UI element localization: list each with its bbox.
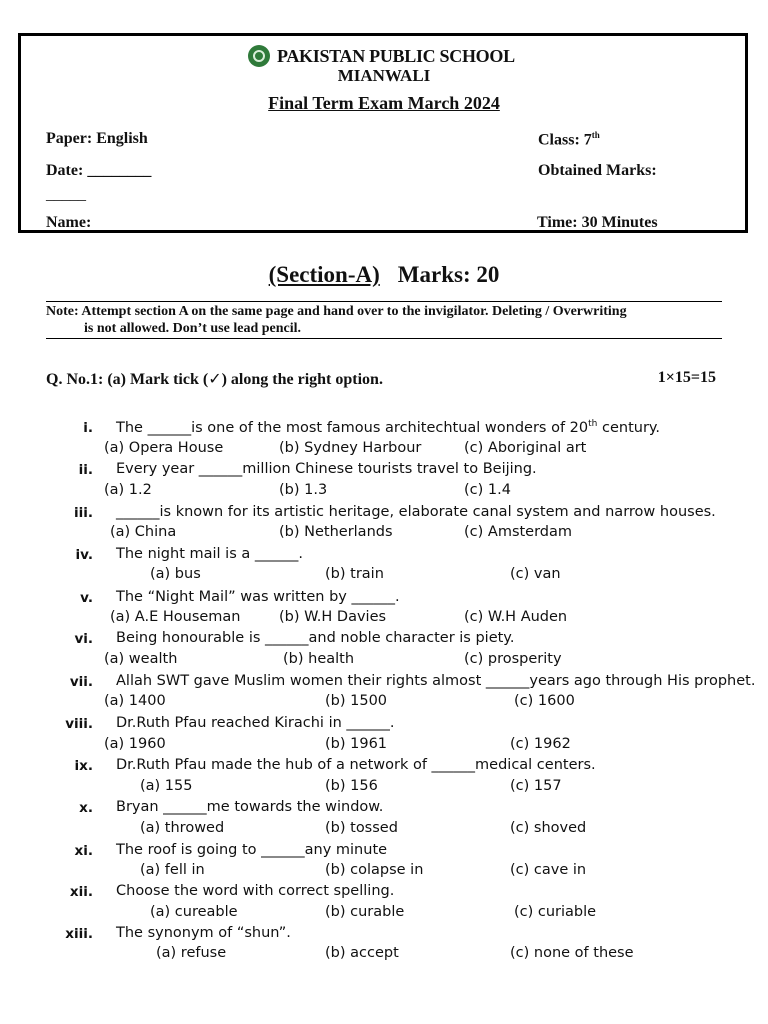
item-text: Every year ______million Chinese tourists travel to Beijing.	[116, 461, 537, 477]
option-b: (b) 1961	[325, 736, 388, 752]
option-b: (b) 156	[325, 778, 378, 794]
option-b: (b) Netherlands	[279, 524, 393, 540]
option-a: (a) Opera House	[104, 440, 224, 456]
option-b: (b) 1500	[325, 693, 388, 709]
paper-field: Paper: English	[46, 130, 148, 147]
item-text: Choose the word with correct spelling.	[116, 883, 395, 899]
obtained-marks-blank: _____	[46, 186, 86, 203]
school-logo-icon	[248, 45, 270, 67]
item-text: The “Night Mail” was written by ______.	[116, 589, 400, 605]
item-number: i.	[83, 420, 93, 436]
question-marks: 1×15=15	[657, 369, 716, 386]
option-b: (b) curable	[325, 904, 405, 920]
option-a: (a) 155	[140, 778, 193, 794]
item-number: iv.	[75, 547, 93, 563]
option-c: (c) Aboriginal art	[464, 440, 587, 456]
time-field: Time: 30 Minutes	[537, 214, 658, 231]
option-b: (b) tossed	[325, 820, 398, 836]
option-b: (b) health	[283, 651, 355, 667]
option-a: (a) China	[110, 524, 177, 540]
item-number: viii.	[65, 716, 93, 732]
item-text: Bryan ______me towards the window.	[116, 799, 384, 815]
item-number: xi.	[74, 843, 93, 859]
note-top-rule	[46, 301, 722, 302]
option-a: (a) 1960	[104, 736, 166, 752]
option-b: (b) Sydney Harbour	[279, 440, 422, 456]
item-number: xii.	[69, 884, 93, 900]
note: Note: Attempt section A on the same page and hand over to the invigilator. Deleting / Overwriting is not allowed. Don’t use lead pencil.	[46, 304, 627, 336]
school-city: MIANWALI	[337, 66, 431, 85]
note-bottom-rule	[46, 338, 722, 339]
obtained-marks-field: Obtained Marks:	[538, 162, 657, 179]
option-c: (c) 1962	[510, 736, 571, 752]
exam-title: Final Term Exam March 2024	[268, 93, 500, 113]
date-field: Date: ________	[46, 162, 152, 179]
option-b: (b) colapse in	[325, 862, 424, 878]
option-b: (b) W.H Davies	[279, 609, 387, 625]
item-number: x.	[79, 800, 93, 816]
option-c: (c) 1.4	[464, 482, 511, 498]
question-heading: Q. No.1: (a) Mark tick (✓) along the right option.	[46, 369, 383, 388]
school-name: PAKISTAN PUBLIC SCHOOL	[277, 46, 515, 66]
item-number: xiii.	[65, 926, 93, 942]
tick-icon: ✓	[208, 369, 222, 388]
item-number: iii.	[73, 505, 93, 521]
option-c: (c) W.H Auden	[464, 609, 568, 625]
option-b: (b) accept	[325, 945, 399, 961]
option-c: (c) prosperity	[464, 651, 562, 667]
option-a: (a) refuse	[156, 945, 227, 961]
option-a: (a) cureable	[150, 904, 238, 920]
option-c: (c) van	[510, 566, 561, 582]
option-a: (a) fell in	[140, 862, 205, 878]
option-a: (a) wealth	[104, 651, 178, 667]
item-text: Allah SWT gave Muslim women their rights almost ______years ago through His prophet.	[116, 673, 756, 689]
option-a: (a) 1.2	[104, 482, 152, 498]
option-a: (a) throwed	[140, 820, 225, 836]
item-text: Being honourable is ______and noble character is piety.	[116, 630, 515, 646]
item-text: The night mail is a ______.	[116, 546, 303, 562]
class-field: Class: 7th	[538, 130, 600, 149]
option-c: (c) cave in	[510, 862, 587, 878]
name-field: Name:	[46, 214, 92, 231]
option-c: (c) 157	[510, 778, 562, 794]
option-c: (c) curiable	[514, 904, 597, 920]
option-a: (a) bus	[150, 566, 201, 582]
item-text: Dr.Ruth Pfau reached Kirachi in ______.	[116, 715, 395, 731]
item-number: ix.	[74, 758, 93, 774]
option-b: (b) 1.3	[279, 482, 328, 498]
section-title: (Section-A) Marks: 20	[268, 262, 500, 287]
option-c: (c) 1600	[514, 693, 575, 709]
item-number: v.	[80, 590, 93, 606]
option-c: (c) shoved	[510, 820, 587, 836]
item-number: vi.	[74, 631, 93, 647]
option-c: (c) Amsterdam	[464, 524, 573, 540]
item-text: ______is known for its artistic heritage, elaborate canal system and narrow houses.	[116, 504, 716, 520]
item-text: The synonym of “shun”.	[116, 925, 291, 941]
option-a: (a) A.E Houseman	[110, 609, 241, 625]
item-number: vii.	[69, 674, 93, 690]
option-b: (b) train	[325, 566, 384, 582]
item-text: The ______is one of the most famous architechtual wonders of 20th century.	[116, 419, 661, 436]
option-c: (c) none of these	[510, 945, 634, 961]
item-number: ii.	[78, 462, 93, 478]
item-text: Dr.Ruth Pfau made the hub of a network of ______medical centers.	[116, 757, 596, 773]
item-text: The roof is going to ______any minute	[116, 842, 388, 858]
option-a: (a) 1400	[104, 693, 166, 709]
